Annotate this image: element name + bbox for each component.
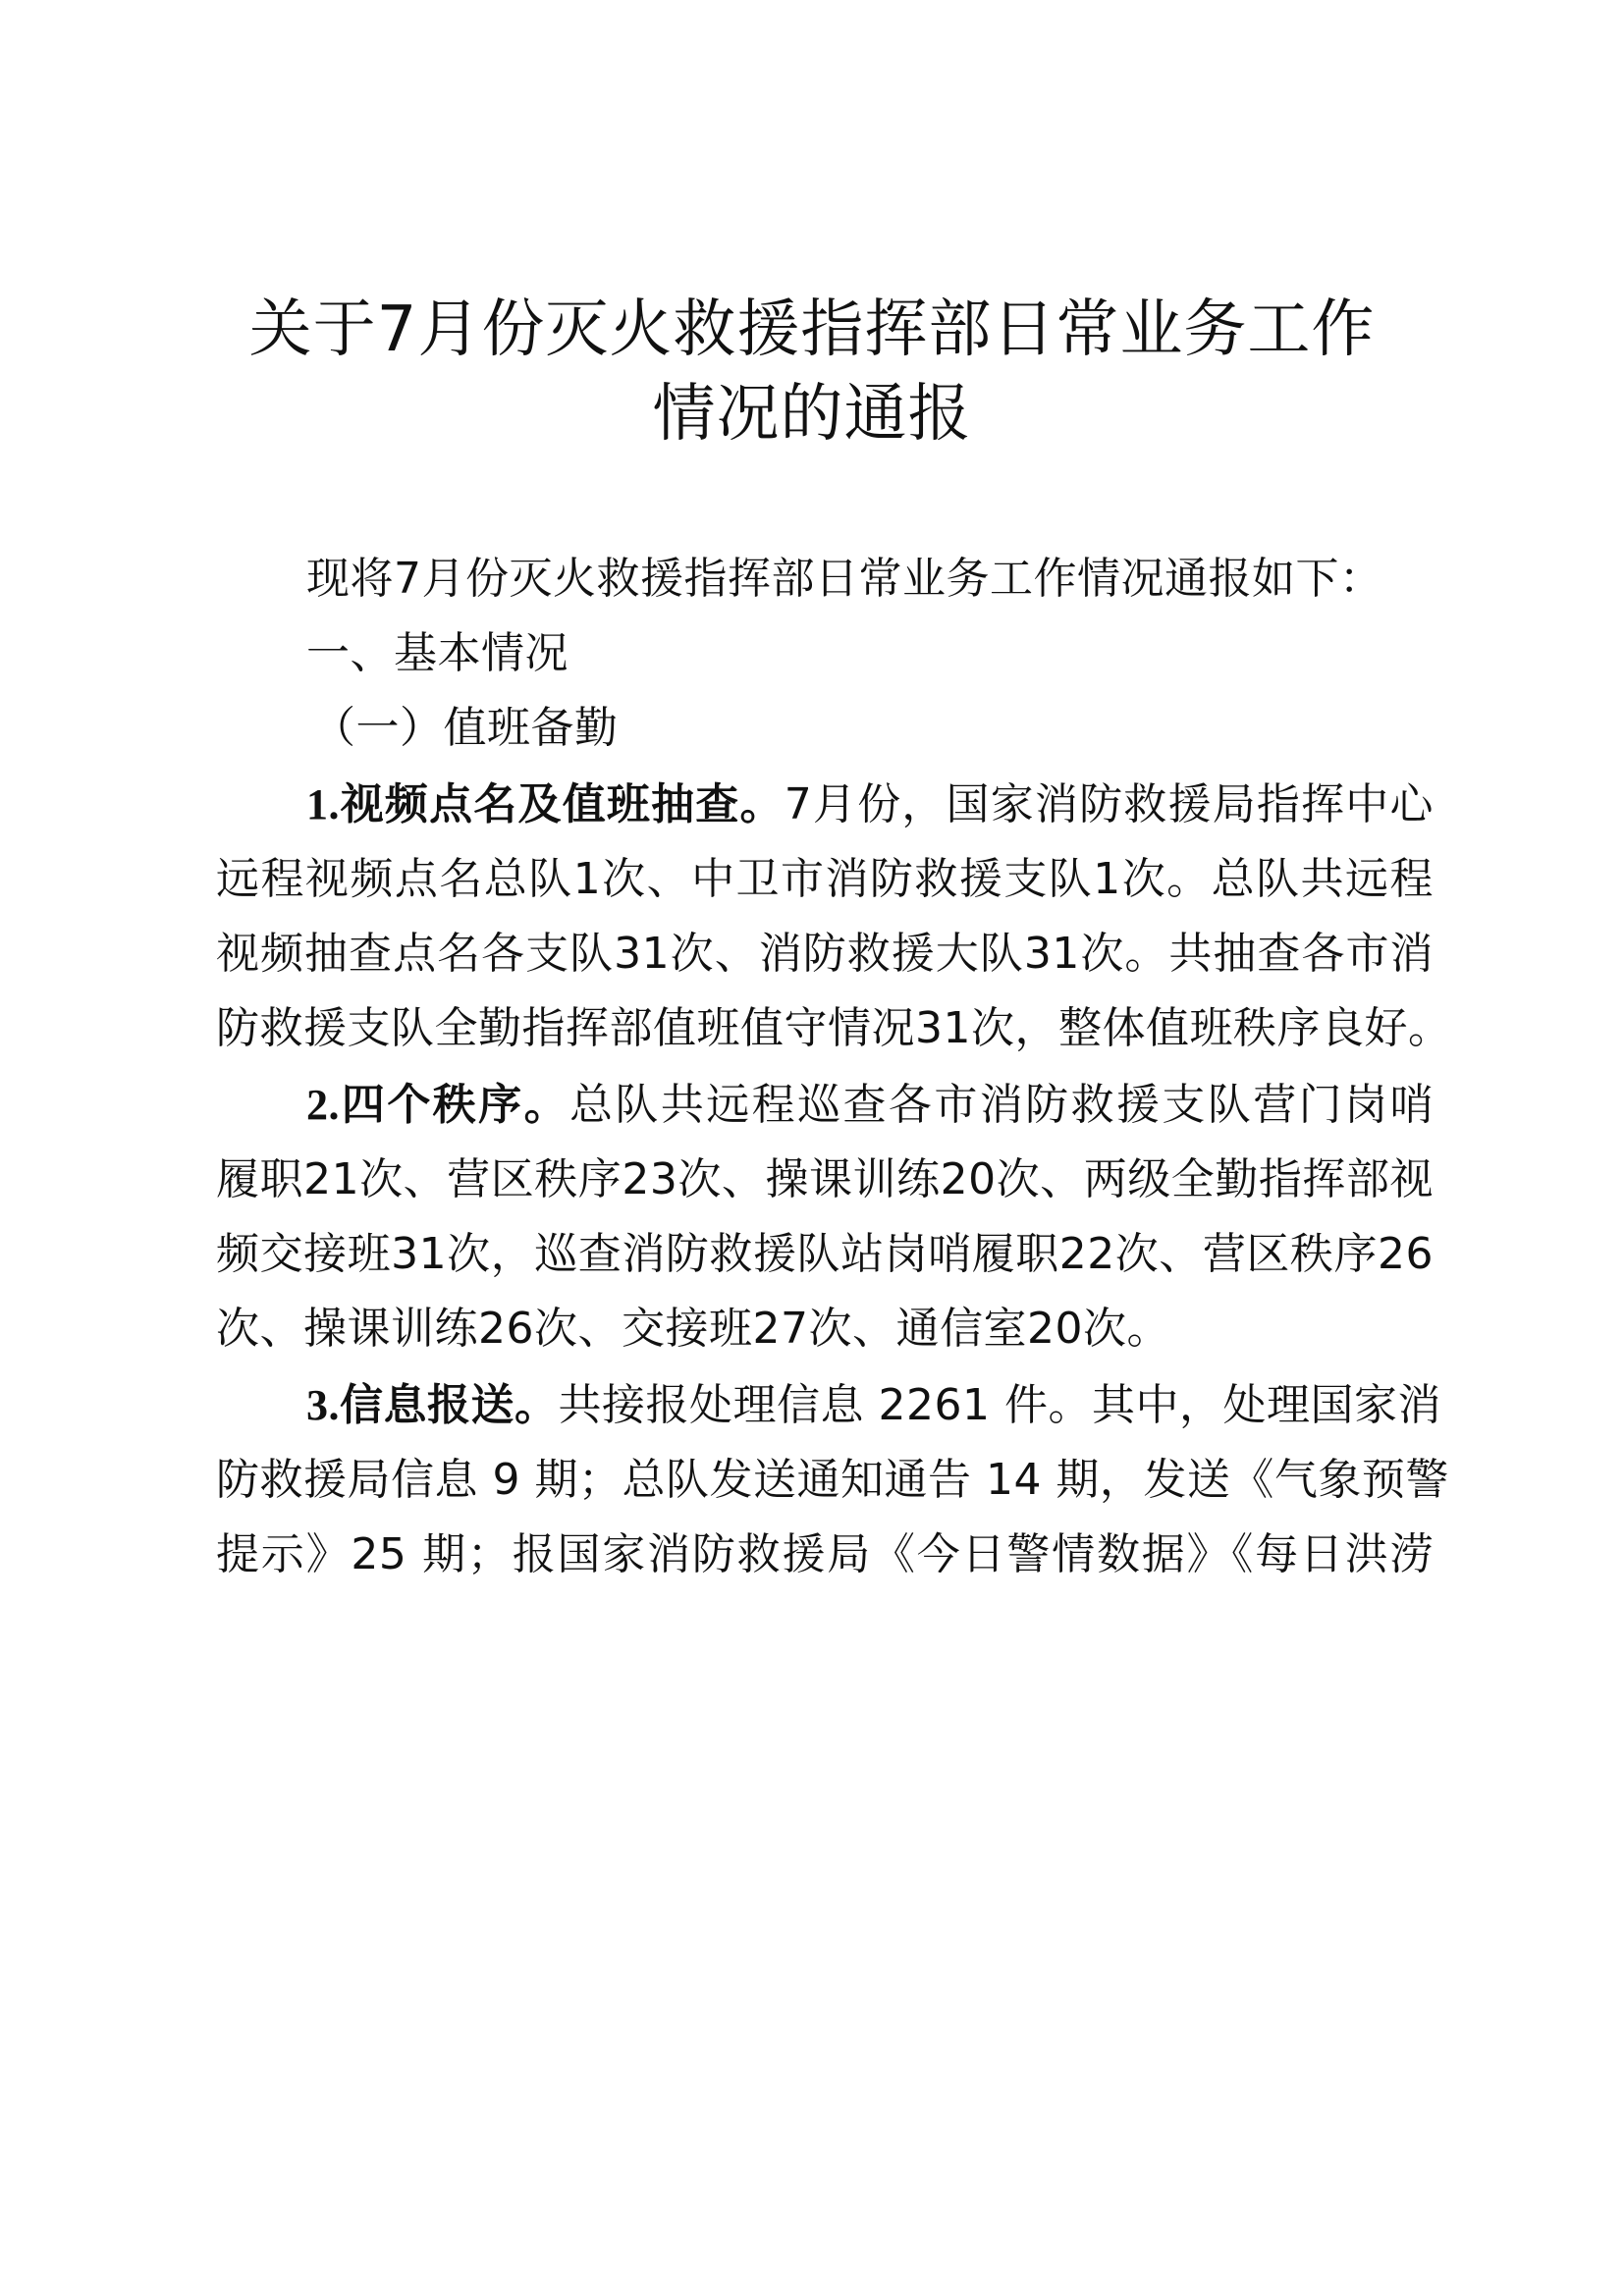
item-2-line: 履职21次、营区秩序23次、操课训练20次、两级全勤指挥部视 <box>216 1154 1434 1204</box>
item-1-line: 防救援支队全勤指挥部值班值守情况31次，整体值班秩序良好。 <box>216 1003 1452 1053</box>
item-2-lead: 四个秩序。 <box>340 1080 569 1130</box>
item-1-line: 远程视频点名总队1次、中卫市消防救援支队1次。总队共远程 <box>216 854 1434 904</box>
item-3-line: 防救援局信息 9 期；总队发送通知通告 14 期，发送《气象预警 <box>216 1455 1449 1505</box>
item-3-number: 3. <box>306 1381 340 1429</box>
item-2-line: 频交接班31次，巡查消防救援队站岗哨履职22次、营区秩序26 <box>216 1229 1434 1279</box>
item-1-first-line <box>306 775 1434 834</box>
item-2-first-line <box>306 1076 1434 1135</box>
document-title-line-2: 情况的通报 <box>652 378 972 451</box>
item-1-line: 视频抽查点名各支队31次、消防救援大队31次。共抽查各市消 <box>216 929 1434 979</box>
item-2-text-0: 总队共远程巡查各市消防救援支队营门岗哨 <box>569 1080 1434 1130</box>
item-2-line-last: 次、操课训练26次、交接班27次、通信室20次。 <box>216 1304 1170 1354</box>
section-heading-basic: 一、基本情况 <box>306 628 568 678</box>
document-title-line-1: 关于7月份灭火救援指挥部日常业务工作 <box>248 294 1376 366</box>
item-1-number: 1. <box>306 780 340 828</box>
item-1-text-0: 7月份，国家消防救援局指挥中心 <box>784 779 1434 829</box>
item-1-lead: 视频点名及值班抽查。 <box>340 779 785 829</box>
subsection-heading-duty: （一）值班备勤 <box>312 703 619 753</box>
item-3-first-line <box>306 1376 1441 1435</box>
item-3-text-0: 共接报处理信息 2261 件。其中，处理国家消 <box>558 1380 1441 1430</box>
item-3-lead: 信息报送。 <box>340 1380 559 1430</box>
intro-paragraph: 现将7月份灭火救援指挥部日常业务工作情况通报如下： <box>306 554 1383 604</box>
item-2-number: 2. <box>306 1081 340 1129</box>
item-3-line: 提示》25 期；报国家消防救援局《今日警情数据》《每日洪涝 <box>216 1529 1434 1579</box>
